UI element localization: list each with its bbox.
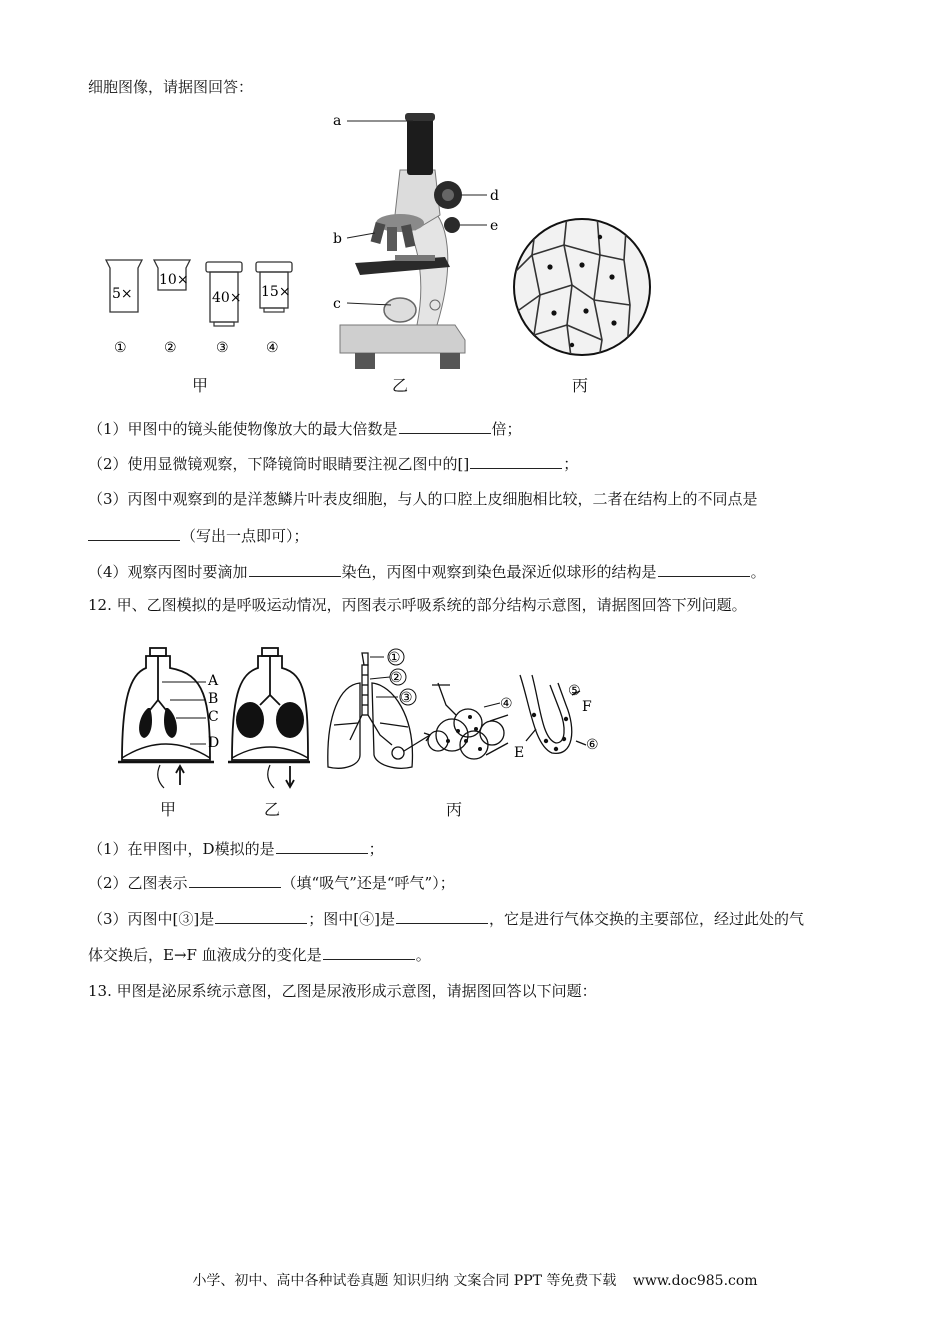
jar-label-b: B — [208, 691, 219, 707]
q12-p3-blank3[interactable] — [323, 945, 415, 960]
resp-label-6: ⑥ — [586, 737, 599, 753]
q11-part3-cont — [88, 525, 309, 547]
q11-p3-blank[interactable] — [88, 526, 180, 541]
resp-label-e: E — [514, 745, 525, 761]
microscope-diagram — [325, 105, 515, 375]
fig1-caption-jia: 甲 — [192, 376, 209, 395]
bell-jar-diagram — [110, 640, 310, 790]
q12-p3-text: （3）丙图中[③]是 — [88, 910, 215, 928]
fig1-caption-yi: 乙 — [392, 376, 409, 395]
q12-p2-blank[interactable] — [189, 873, 281, 888]
lens-2-mark: 10× — [159, 272, 189, 288]
resp-label-1: ① — [388, 650, 401, 666]
q11-p4-tail: 。 — [750, 563, 766, 581]
intro-text: 细胞图像，请据图回答： — [88, 78, 254, 96]
respiratory-figure — [320, 645, 600, 775]
q11-p3-tail: （写出一点即可）； — [181, 527, 309, 545]
cell-figure — [512, 215, 652, 360]
footer-text: 小学、初中、高中各种试卷真题 知识归纳 文案合同 PPT 等免费下载 — [192, 1273, 617, 1289]
q11-p4-blank1[interactable] — [249, 562, 341, 577]
page-footer — [0, 1270, 950, 1290]
respiratory-diagram — [320, 645, 600, 775]
lens-4-mark: 15× — [261, 284, 291, 300]
q12-p2-tail: （填“吸气”还是“呼气”）； — [281, 874, 455, 892]
q11-part1 — [88, 418, 522, 440]
q11-part2 — [88, 453, 578, 475]
q13-stem: 13. 甲图是泌尿系统示意图，乙图是尿液形成示意图，请据图回答以下问题： — [88, 982, 597, 1000]
q12-p3-blank1[interactable] — [215, 909, 307, 924]
q12-part1 — [88, 838, 384, 860]
q12-part3 — [88, 908, 804, 930]
micro-label-d: d — [490, 188, 499, 204]
fig1-caption-bing: 丙 — [572, 376, 589, 395]
q11-part4 — [88, 561, 766, 583]
q12-p3-mid: ；图中[④]是 — [308, 910, 395, 928]
q12-part3-cont — [88, 944, 431, 966]
resp-label-3: ③ — [400, 690, 413, 706]
lens-3-mark: 40× — [212, 290, 242, 306]
lens-figure — [100, 250, 310, 360]
bell-jar-figure — [110, 640, 310, 790]
q12-p2-text: （2）乙图表示 — [88, 874, 188, 892]
jar-label-c: C — [208, 709, 219, 725]
q12-p1-text: （1）在甲图中，D模拟的是 — [88, 840, 275, 858]
q11-p1-blank[interactable] — [399, 419, 491, 434]
q12-p3-tail: ，它是进行气体交换的主要部位，经过此处的气 — [488, 910, 804, 928]
q12-p3-end: 。 — [415, 946, 431, 964]
q11-p2-blank[interactable] — [470, 454, 562, 469]
q12-part2 — [88, 872, 455, 894]
q11-p2-text: （2）使用显微镜观察，下降镜筒时眼睛要注视乙图中的[] — [88, 455, 470, 473]
fig2-caption-yi: 乙 — [264, 800, 281, 819]
q11-p1-tail: 倍； — [491, 420, 522, 438]
q11-p1-text: （1）甲图中的镜头能使物像放大的最大倍数是 — [88, 420, 398, 438]
resp-label-5: ⑤ — [568, 683, 581, 699]
lens-1-mark: 5× — [112, 286, 133, 302]
onion-cell-diagram — [512, 215, 652, 360]
q12-p3-blank2[interactable] — [396, 909, 488, 924]
micro-label-c: c — [333, 296, 341, 312]
q11-p4-text: （4）观察丙图时要滴加 — [88, 563, 248, 581]
microscope-figure — [325, 105, 515, 375]
q11-p4-blank2[interactable] — [658, 562, 750, 577]
lens-3-number: ③ — [216, 340, 229, 356]
footer-url[interactable]: www.doc985.com — [632, 1273, 758, 1289]
q12-p3-text2: 体交换后，E→F 血液成分的变化是 — [88, 946, 322, 964]
micro-label-a: a — [333, 113, 342, 129]
q12-stem: 12. 甲、乙图模拟的是呼吸运动情况，丙图表示呼吸系统的部分结构示意图，请据图回答下列问题。 — [88, 596, 747, 614]
micro-label-e: e — [490, 218, 499, 234]
q12-p1-blank[interactable] — [276, 839, 368, 854]
fig2-caption-jia: 甲 — [160, 800, 177, 819]
micro-label-b: b — [333, 231, 342, 247]
q11-p3-text: （3）丙图中观察到的是洋葱鳞片叶表皮细胞，与人的口腔上皮细胞相比较，二者在结构上的不同点是 — [88, 490, 758, 508]
resp-label-f: F — [582, 699, 592, 715]
resp-label-2: ② — [390, 670, 403, 686]
lens-2-number: ② — [164, 340, 177, 356]
q11-part3 — [88, 488, 758, 510]
jar-label-a: A — [208, 673, 219, 689]
lens-4-number: ④ — [266, 340, 279, 356]
lens-diagram — [100, 250, 310, 360]
resp-label-4: ④ — [500, 696, 513, 712]
jar-label-d: D — [208, 735, 220, 751]
lens-1-number: ① — [114, 340, 127, 356]
fig2-caption-bing: 丙 — [446, 800, 463, 819]
q12-p1-tail: ； — [368, 840, 384, 858]
q11-p4-mid: 染色，丙图中观察到染色最深近似球形的结构是 — [341, 563, 657, 581]
q11-p2-tail: ； — [563, 455, 579, 473]
